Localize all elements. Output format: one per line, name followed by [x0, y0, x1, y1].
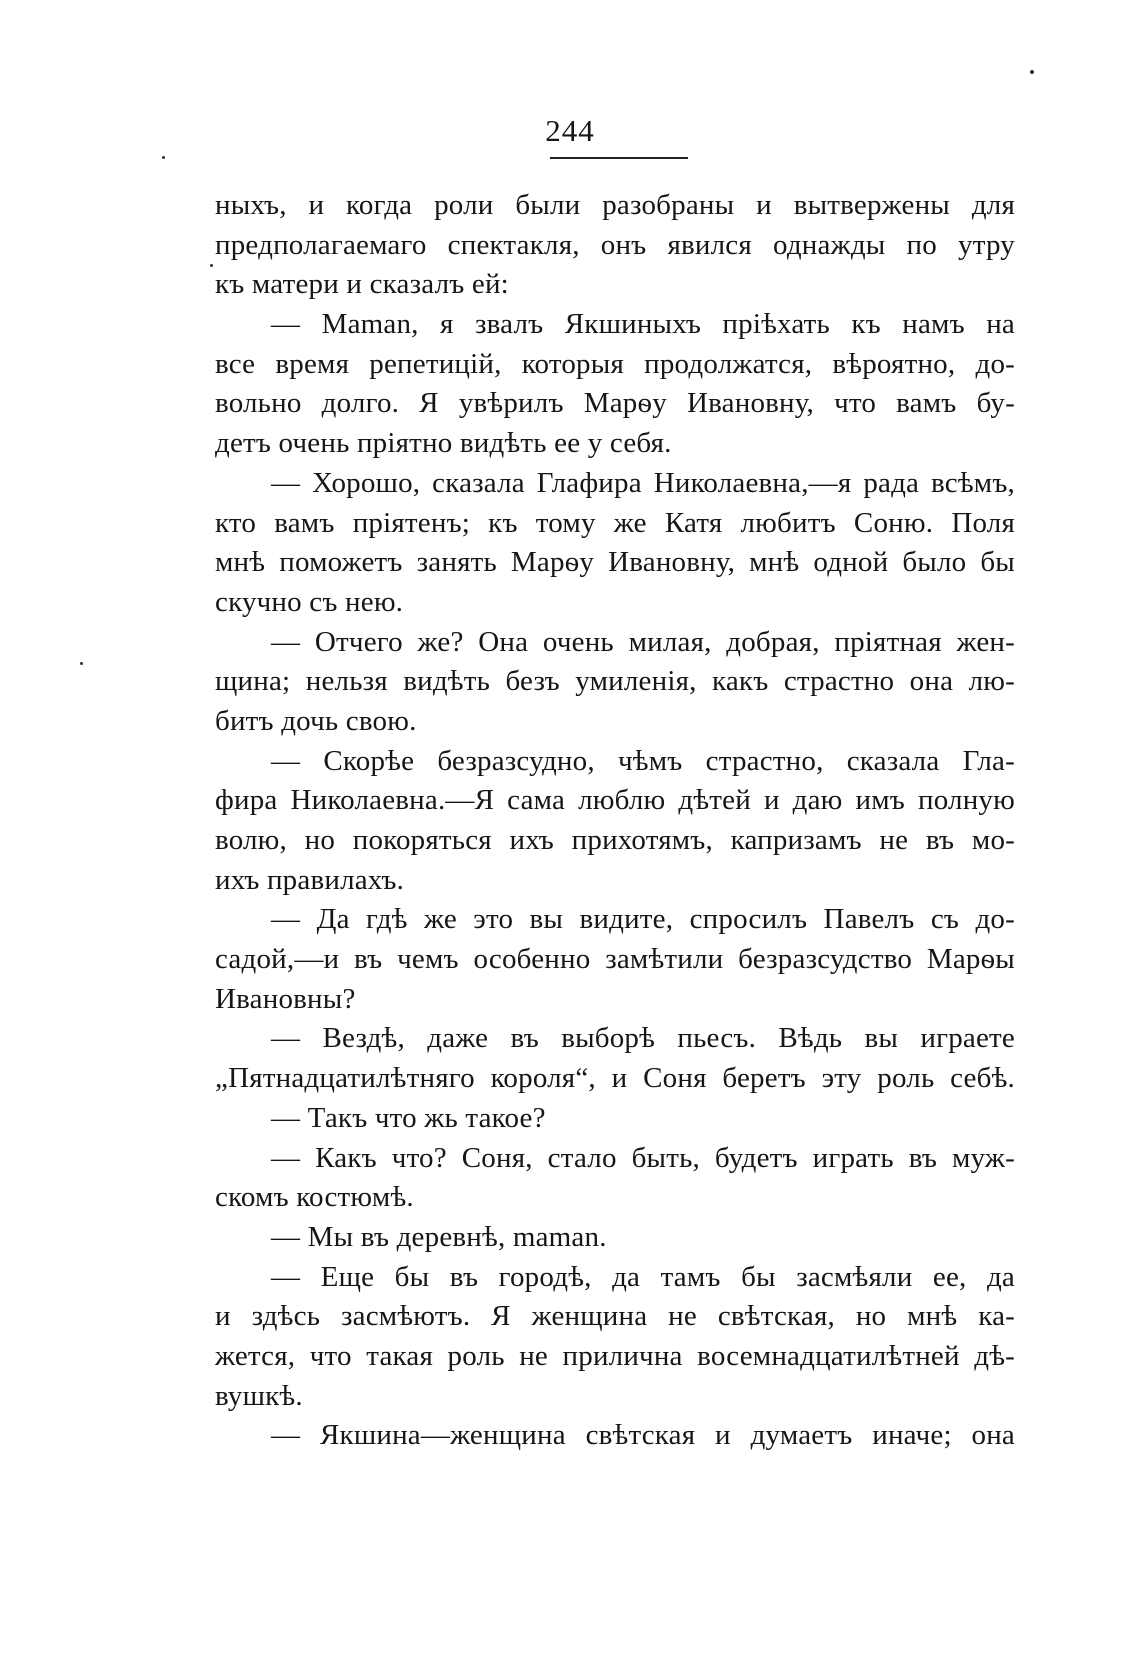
- text-line: — Отчего же? Она очень милая, добрая, пріятная жен-: [271, 625, 1015, 658]
- text-line: волю, но покоряться ихъ прихотямъ, капризамъ не въ мо-: [215, 824, 1015, 856]
- text-line: вушкѣ.: [215, 1379, 303, 1412]
- print-speck: [162, 156, 165, 159]
- text-line: скомъ костюмѣ.: [215, 1181, 414, 1214]
- text-line: — Якшина—женщина свѣтская и думаетъ иначе; она: [271, 1419, 1015, 1452]
- text-line: — Скорѣе безразсудно, чѣмъ страстно, сказала Гла-: [271, 744, 1015, 777]
- page-number-rule: [550, 157, 688, 159]
- print-speck: [210, 264, 213, 267]
- text-line: Ивановны?: [215, 982, 356, 1015]
- text-line: — Вездѣ, даже въ выборѣ пьесъ. Вѣдь вы играете: [271, 1022, 1015, 1055]
- text-line: — Такъ что жь такое?: [271, 1101, 546, 1134]
- text-line: все время репетицій, которыя продолжатся, вѣроятно, до-: [215, 347, 1015, 380]
- text-line: щина; нельзя видѣть безъ умиленія, какъ страстно она лю-: [215, 665, 1015, 698]
- text-line: ныхъ, и когда роли были разобраны и вытвержены для: [215, 189, 1015, 221]
- body-text: [215, 186, 1015, 1456]
- text-line: вольно долго. Я увѣрилъ Марѳу Ивановну, что вамъ бу-: [215, 387, 1015, 420]
- text-line: мнѣ поможетъ занять Марѳу Ивановну, мнѣ одной было бы: [215, 546, 1015, 579]
- text-line: скучно съ нею.: [215, 585, 404, 618]
- print-speck: [1030, 70, 1034, 74]
- text-line: кто вамъ пріятенъ; къ тому же Катя любитъ Соню. Поля: [215, 506, 1015, 539]
- text-line: — Хорошо, сказала Глафира Николаевна,—я рада всѣмъ,: [271, 466, 1015, 499]
- text-line: жется, что такая роль не прилична восемнадцатилѣтней дѣ-: [215, 1339, 1015, 1372]
- text-line: ихъ правилахъ.: [215, 863, 405, 896]
- text-line: — Да гдѣ же это вы видите, спросилъ Павелъ съ до-: [271, 903, 1015, 936]
- text-line: — Еще бы въ городѣ, да тамъ бы засмѣяли ее, да: [271, 1260, 1015, 1293]
- text-line: детъ очень пріятно видѣть ее у себя.: [215, 427, 672, 460]
- text-line: — Какъ что? Соня, стало быть, будетъ играть въ муж-: [271, 1141, 1015, 1174]
- text-line: фира Николаевна.—Я сама люблю дѣтей и даю имъ полную: [215, 784, 1015, 817]
- text-line: „Пятнадцатилѣтняго короля“, и Соня беретъ эту роль себѣ.: [215, 1062, 1015, 1095]
- text-line: — Мы въ деревнѣ, maman.: [271, 1220, 607, 1253]
- text-line: битъ дочь свою.: [215, 704, 417, 737]
- text-line: и здѣсь засмѣютъ. Я женщина не свѣтская, но мнѣ ка-: [215, 1300, 1015, 1333]
- text-line: садой,—и въ чемъ особенно замѣтили безразсудство Марѳы: [215, 943, 1015, 976]
- print-speck: [80, 662, 83, 665]
- page-number: 244: [545, 113, 595, 148]
- text-line: — Maman, я звалъ Якшиныхъ пріѣхать къ намъ на: [271, 308, 1015, 341]
- text-line: къ матери и сказалъ ей:: [215, 268, 509, 301]
- text-line: предполагаемаго спектакля, онъ явился однажды по утру: [215, 228, 1015, 261]
